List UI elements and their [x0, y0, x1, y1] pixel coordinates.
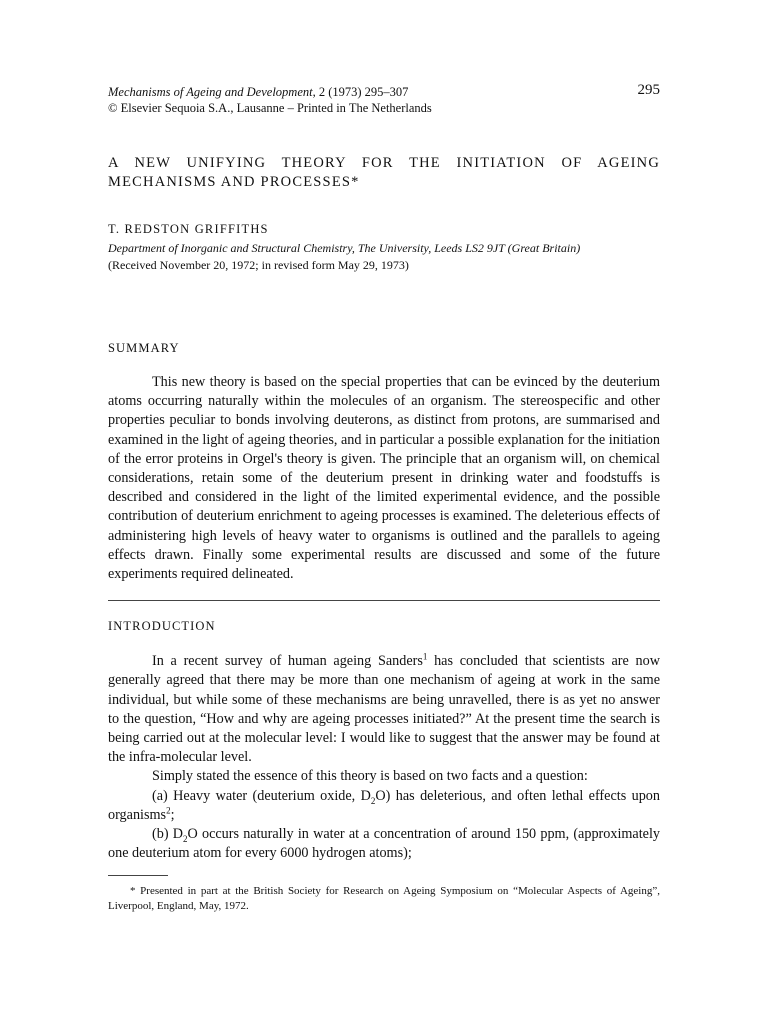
list-item-a — [108, 787, 660, 825]
item-a-text-start: (a) Heavy water (deuterium oxide, D — [152, 787, 371, 804]
reference-marker-2: 2 — [166, 805, 171, 816]
introduction-paragraph-1 — [108, 652, 660, 767]
footnote-divider — [108, 875, 168, 876]
journal-volume-pages: , 2 (1973) 295–307 — [312, 85, 409, 99]
publisher-line: © Elsevier Sequoia S.A., Lausanne – Printed in The Netherlands — [108, 101, 432, 115]
journal-name: Mechanisms of Ageing and Development — [108, 85, 313, 99]
title-line-1: A NEW UNIFYING THEORY FOR THE INITIATION OF AGEING — [108, 155, 660, 171]
introduction-heading: INTRODUCTION — [108, 619, 216, 634]
paper-page — [108, 84, 660, 914]
footnote: * Presented in part at the British Society for Research on Ageing Symposium on “Molecular Aspects of Ageing”, Liverpool, England, May, 1972. — [108, 885, 660, 913]
reference-marker-1: 1 — [422, 651, 428, 662]
summary-paragraph: This new theory is based on the special properties that can be evinced by the deuterium atoms occurring naturally within the molecules of an organism. The stereospecific and other properties peculiar to bonds involving deuterons, as distinct from protons, are summarised and examined in the light of ageing theories, and in particular a possible explanation for the initiation of the error proteins in Orgel's theory is given. The principle that an organism will, on chemical considerations, retain some of the deuterium present in drinking water and foodstuffs is described and considered in the light of the limited experimental evidence, and the possible contribution of deuterium enrichment to ageing processes is examined. The deleterious effects of administering high levels of heavy water to organisms is outlined and the parallels to ageing effects drawn. Finally some experimental results are discussed and some of the future experiments required delineated. — [108, 374, 660, 583]
item-b-subscript: 2 — [183, 833, 188, 844]
intro-p1-text-start: In a recent survey of human ageing Sanders — [152, 653, 423, 670]
introduction-paragraph-2: Simply stated the essence of this theory is based on two facts and a question: — [152, 768, 588, 785]
page-number: 295 — [637, 82, 660, 98]
item-b-text-start: (b) D — [152, 826, 184, 843]
article-title — [108, 154, 660, 192]
title-line-2: MECHANISMS AND PROCESSES* — [108, 174, 360, 190]
summary-heading: SUMMARY — [108, 341, 180, 355]
item-a-subscript: 2 — [370, 795, 376, 806]
item-b-text-end: O occurs naturally in water at a concentration of around 150 ppm, (approximately one deuterium atom for every 6000 hydrogen atoms); — [108, 826, 661, 862]
author-affiliation: Department of Inorganic and Structural Chemistry, The University, Leeds LS2 9JT (Great Britain) — [108, 241, 581, 255]
author-name: T. REDSTON GRIFFITHS — [108, 222, 269, 236]
section-divider — [108, 600, 660, 601]
intro-p1-text-end: has concluded that scientists are now generally agreed that there may be more than one mechanism of ageing at work in the same individual, but while some of these mechanisms are being unravelled, there is as yet no answer to the question, “How and why are ageing processes initiated?” At the present time the search is being carried out at the molecular level: I would like to suggest that the answer may be found at the infra-molecular level. — [108, 653, 660, 766]
received-dates: (Received November 20, 1972; in revised form May 29, 1973) — [108, 258, 409, 272]
list-item-b — [108, 825, 660, 863]
item-a-text-mid: O) has deleterious, and often lethal effects upon organisms — [108, 787, 660, 823]
journal-citation-line — [108, 84, 660, 100]
item-a-text-end: ; — [170, 806, 175, 823]
